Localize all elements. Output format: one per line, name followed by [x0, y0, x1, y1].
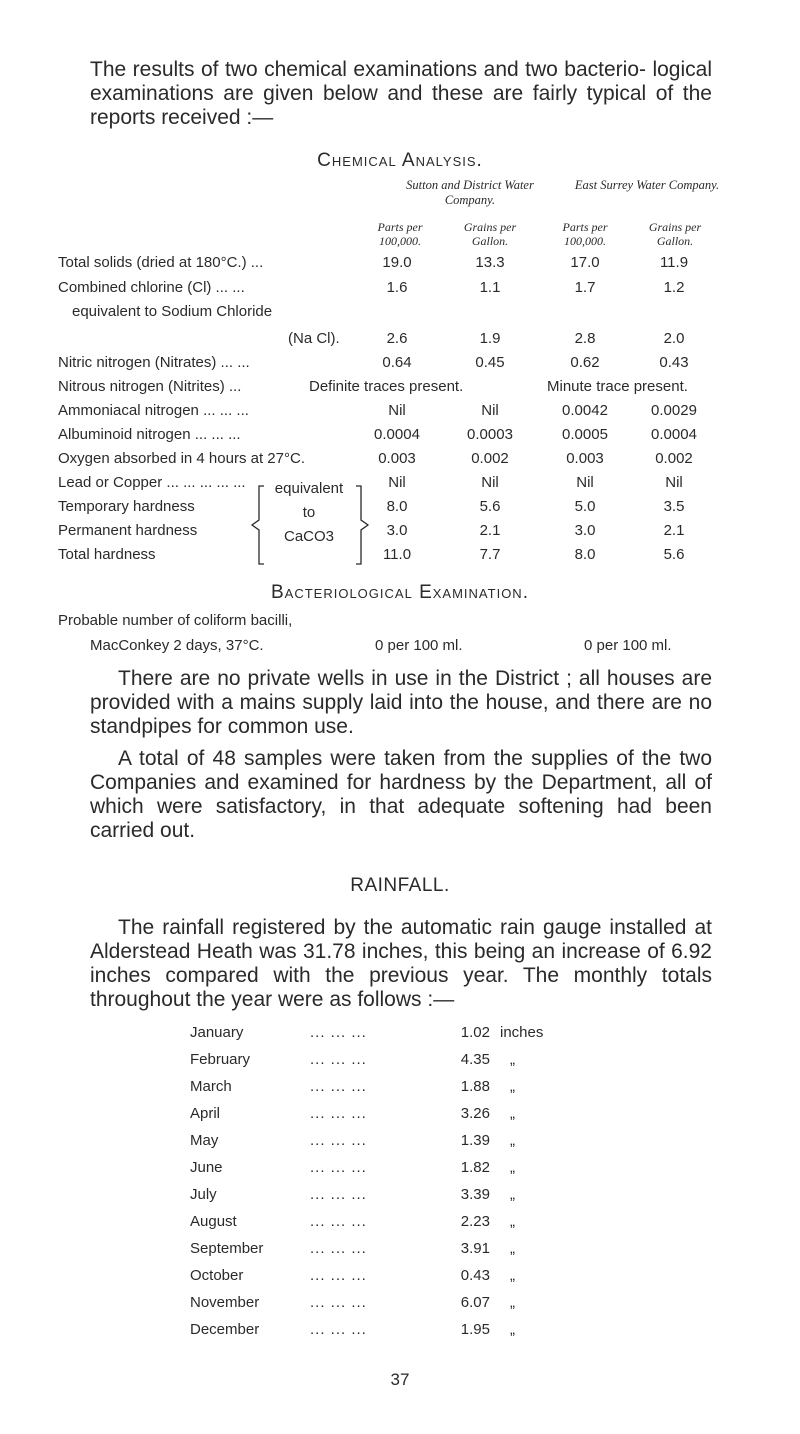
month-name: July	[190, 1186, 217, 1203]
value-cell: 19.0	[382, 254, 412, 271]
month-value: 3.91	[460, 1240, 490, 1257]
bacteriological-value-east: 0 per 100 ml.	[584, 637, 672, 654]
month-value: 1.82	[460, 1159, 490, 1176]
subhead-sutton-grains: Grains per Gallon.	[463, 220, 517, 248]
ditto-mark: „	[510, 1105, 515, 1122]
ditto-mark: „	[510, 1132, 515, 1149]
rainfall-heading: RAINFALL.	[350, 875, 450, 896]
month-name: August	[190, 1213, 237, 1230]
ditto-mark: „	[510, 1240, 515, 1257]
month-unit: inches	[500, 1024, 544, 1041]
value-cell: 3.0	[574, 522, 596, 539]
value-cell: 1.1	[479, 279, 501, 296]
leader-dots: ... ... ...	[310, 1078, 367, 1095]
month-name: October	[190, 1267, 244, 1284]
month-value: 1.95	[460, 1321, 490, 1338]
month-name: March	[190, 1078, 232, 1095]
subhead-east-grains: Grains per Gallon.	[648, 220, 702, 248]
row-label-nitrous-nitrogen: Nitrous nitrogen (Nitrites) ...	[58, 378, 242, 395]
value-cell: 5.0	[574, 498, 596, 515]
company-heading-east-surrey: East Surrey Water Company.	[574, 178, 720, 192]
value-cell: Nil	[576, 474, 594, 491]
value-cell: Nil	[388, 402, 406, 419]
month-value: 1.39	[460, 1132, 490, 1149]
value-cell: 0.003	[378, 450, 416, 467]
row-label-lead-copper: Lead or Copper ... ... ... ... ...	[58, 474, 246, 491]
leader-dots: ... ... ...	[310, 1105, 367, 1122]
brace-word-equivalent: equivalent	[274, 480, 344, 497]
ditto-mark: „	[510, 1213, 515, 1230]
right-brace	[356, 486, 368, 564]
value-cell: 0.0005	[562, 426, 608, 443]
value-cell: Nil	[481, 402, 499, 419]
month-value: 3.39	[460, 1186, 490, 1203]
leader-dots: ... ... ...	[310, 1051, 367, 1068]
leader-dots: ... ... ...	[310, 1321, 367, 1338]
month-name: February	[190, 1051, 251, 1068]
subhead-east-parts: Parts per 100,000.	[562, 220, 608, 248]
ditto-mark: „	[510, 1267, 515, 1284]
value-cell: Nil	[481, 474, 499, 491]
value-nitrites-sutton: Definite traces present.	[309, 378, 464, 395]
value-cell: 0.0029	[651, 402, 697, 419]
value-cell: 0.43	[659, 354, 689, 371]
value-cell: 2.0	[663, 330, 685, 347]
month-name: June	[190, 1159, 223, 1176]
row-label-nitric-nitrogen: Nitric nitrogen (Nitrates) ... ...	[58, 354, 250, 371]
value-cell: 17.0	[570, 254, 600, 271]
row-label-total-hardness: Total hardness	[58, 546, 156, 563]
value-cell: 2.1	[663, 522, 685, 539]
bacteriological-heading: Bacteriological Examination.	[271, 582, 529, 603]
value-cell: 1.2	[663, 279, 685, 296]
value-cell: 0.002	[471, 450, 509, 467]
month-name: May	[190, 1132, 219, 1149]
leader-dots: ... ... ...	[310, 1132, 367, 1149]
value-cell: 11.0	[382, 546, 412, 563]
left-brace	[252, 486, 264, 564]
value-cell: 7.7	[479, 546, 501, 563]
value-cell: 1.9	[479, 330, 501, 347]
bacteriological-value-sutton: 0 per 100 ml.	[375, 637, 463, 654]
rainfall-paragraph: The rainfall registered by the automatic rain gauge installed at Alderstead Heath was 31.78 inches, this being an increase of 6.92 inches compared with the previous year. The monthly totals throughout the year were as follows :—	[90, 916, 712, 1011]
row-label-combined-chlorine: Combined chlorine (Cl) ... ...	[58, 279, 245, 296]
leader-dots: ... ... ...	[310, 1159, 367, 1176]
row-label-ammoniacal-nitrogen: Ammoniacal nitrogen ... ... ...	[58, 402, 249, 419]
month-value: 3.26	[460, 1105, 490, 1122]
month-name: April	[190, 1105, 221, 1122]
value-cell: 2.8	[574, 330, 596, 347]
month-name: January	[190, 1024, 244, 1041]
value-cell: 8.0	[386, 498, 408, 515]
value-cell: 2.6	[386, 330, 408, 347]
row-label-total-solids: Total solids (dried at 180°C.) ...	[58, 254, 264, 271]
month-value: 6.07	[460, 1294, 490, 1311]
value-cell: 3.0	[386, 522, 408, 539]
value-cell: 5.6	[663, 546, 685, 563]
leader-dots: ... ... ...	[310, 1240, 367, 1257]
samples-paragraph: A total of 48 samples were taken from the supplies of the two Companies and examined for hardness by the Department, all of which were satisfactory, in that adequate softening had been carried out.	[90, 747, 712, 842]
ditto-mark: „	[510, 1294, 515, 1311]
value-cell: 0.64	[382, 354, 412, 371]
value-cell: 5.6	[479, 498, 501, 515]
leader-dots: ... ... ...	[310, 1294, 367, 1311]
month-name: September	[190, 1240, 264, 1257]
month-value: 2.23	[460, 1213, 490, 1230]
month-value: 1.88	[460, 1078, 490, 1095]
page-number: 37	[390, 1370, 410, 1389]
wells-paragraph: There are no private wells in use in the District ; all houses are provided with a mains supply laid into the house, and there are no standpipes for common use.	[90, 667, 712, 738]
leader-dots: ... ... ...	[310, 1186, 367, 1203]
value-cell: 0.003	[566, 450, 604, 467]
ditto-mark: „	[510, 1051, 515, 1068]
month-name: December	[190, 1321, 260, 1338]
intro-paragraph: The results of two chemical examinations and two bacterio- logical examinations are given below and these are fairly typical of the reports received :—	[90, 58, 712, 129]
value-cell: 1.6	[386, 279, 408, 296]
ditto-mark: „	[510, 1159, 515, 1176]
value-cell: 0.0003	[467, 426, 513, 443]
value-cell: 0.0042	[562, 402, 608, 419]
leader-dots: ... ... ...	[310, 1024, 367, 1041]
row-label-albuminoid-nitrogen: Albuminoid nitrogen ... ... ...	[58, 426, 241, 443]
ditto-mark: „	[510, 1321, 515, 1338]
value-nitrites-east: Minute trace present.	[547, 378, 688, 395]
value-cell: 2.1	[479, 522, 501, 539]
value-cell: 3.5	[663, 498, 685, 515]
ditto-mark: „	[510, 1186, 515, 1203]
value-cell: 8.0	[574, 546, 596, 563]
ditto-mark: „	[510, 1078, 515, 1095]
row-label-oxygen-absorbed: Oxygen absorbed in 4 hours at 27°C.	[58, 450, 305, 467]
month-value: 0.43	[460, 1267, 490, 1284]
row-label-na-cl: (Na Cl).	[288, 330, 340, 347]
leader-dots: ... ... ...	[310, 1267, 367, 1284]
chemical-analysis-heading: Chemical Analysis.	[317, 150, 483, 171]
value-cell: Nil	[665, 474, 683, 491]
company-heading-sutton: Sutton and District Water Company.	[406, 178, 534, 207]
row-label-equivalent-sodium-chloride: equivalent to Sodium Chloride	[72, 303, 273, 320]
month-value: 4.35	[460, 1051, 490, 1068]
value-cell: 11.9	[659, 254, 689, 271]
value-cell: 0.45	[475, 354, 505, 371]
brace-word-caco3: CaCO3	[283, 528, 335, 545]
bacteriological-label-line1: Probable number of coliform bacilli,	[58, 612, 293, 629]
leader-dots: ... ... ...	[310, 1213, 367, 1230]
month-value: 1.02	[460, 1024, 490, 1041]
subhead-sutton-parts: Parts per 100,000.	[377, 220, 423, 248]
value-cell: 0.002	[655, 450, 693, 467]
value-cell: 0.62	[570, 354, 600, 371]
value-cell: Nil	[388, 474, 406, 491]
value-cell: 13.3	[475, 254, 505, 271]
value-cell: 0.0004	[374, 426, 420, 443]
brace-word-to: to	[302, 504, 316, 521]
month-name: November	[190, 1294, 260, 1311]
value-cell: 1.7	[574, 279, 596, 296]
row-label-temporary-hardness: Temporary hardness	[58, 498, 195, 515]
row-label-permanent-hardness: Permanent hardness	[58, 522, 198, 539]
value-cell: 0.0004	[651, 426, 697, 443]
bacteriological-label-line2: MacConkey 2 days, 37°C.	[90, 637, 264, 654]
